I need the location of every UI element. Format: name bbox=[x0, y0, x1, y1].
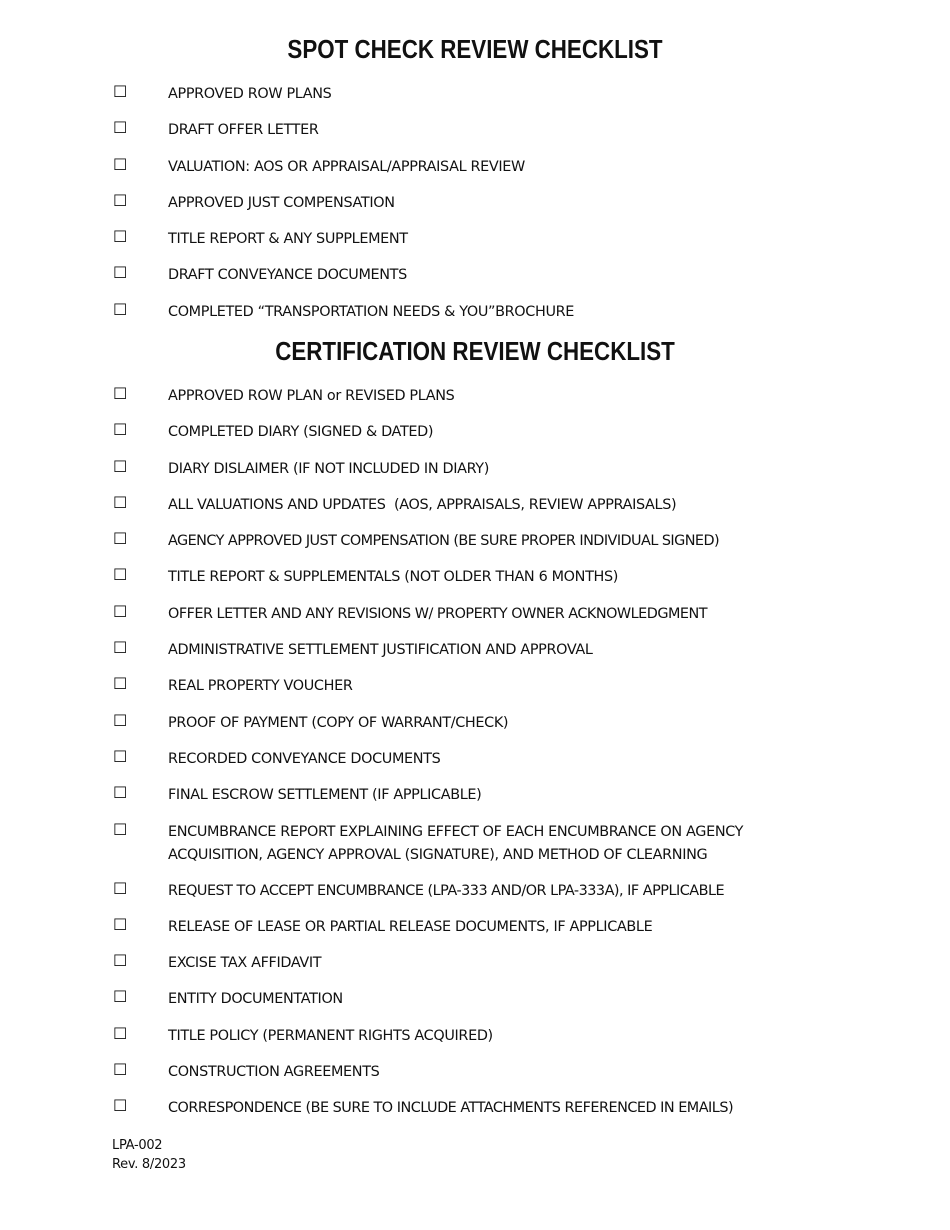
checklist-item-label: DRAFT OFFER LETTER bbox=[168, 122, 319, 139]
checkbox[interactable]: ☐ bbox=[113, 951, 128, 971]
checkbox[interactable]: ☐ bbox=[113, 565, 128, 585]
certification-item bbox=[0, 915, 950, 951]
checklist-item-label: APPROVED ROW PLANS bbox=[168, 86, 332, 102]
checklist-item-label: CORRESPONDENCE (BE SURE TO INCLUDE ATTACHMENTS REFERENCED IN EMAILS) bbox=[168, 1100, 734, 1117]
checklist-item-label: TITLE POLICY (PERMANENT RIGHTS ACQUIRED) bbox=[168, 1027, 493, 1044]
checkbox[interactable]: ☐ bbox=[113, 710, 128, 730]
checklist-item-label: OFFER LETTER AND ANY REVISIONS W/ PROPERTY OWNER ACKNOWLEDGMENT bbox=[168, 605, 708, 622]
checklist-item-label: RELEASE OF LEASE OR PARTIAL RELEASE DOCUMENTS, IF APPLICABLE bbox=[168, 918, 653, 935]
certification-item bbox=[0, 529, 950, 565]
certification-item bbox=[0, 783, 950, 819]
checklist-item-label: ENCUMBRANCE REPORT EXPLAINING EFFECT OF EACH ENCUMBRANCE ON AGENCY ACQUISITION, AGENCY APPROVAL (SIGNATURE), AND METHOD OF CLEARNING bbox=[168, 823, 744, 863]
revision-date: Rev. 8/2023 bbox=[112, 1157, 186, 1172]
checklist-item-label: REAL PROPERTY VOUCHER bbox=[168, 678, 353, 695]
spot-check-item bbox=[0, 300, 950, 336]
certification-item bbox=[0, 420, 950, 456]
checkbox[interactable]: ☐ bbox=[113, 190, 128, 210]
certification-item bbox=[0, 638, 950, 674]
checkbox[interactable]: ☐ bbox=[113, 420, 128, 440]
checkbox[interactable]: ☐ bbox=[113, 384, 128, 403]
checkbox[interactable]: ☐ bbox=[113, 674, 128, 694]
spot-check-item bbox=[0, 191, 950, 227]
checklist-item-label: APPROVED JUST COMPENSATION bbox=[168, 194, 395, 211]
certification-item bbox=[0, 987, 950, 1023]
checklist-item-label: APPROVED ROW PLAN or REVISED PLANS bbox=[168, 388, 455, 404]
checklist-item-label: DRAFT CONVEYANCE DOCUMENTS bbox=[168, 267, 407, 284]
checkbox[interactable]: ☐ bbox=[113, 783, 128, 803]
certification-item bbox=[0, 1024, 950, 1060]
checklist-item-label: VALUATION: AOS OR APPRAISAL/APPRAISAL REVIEW bbox=[168, 158, 525, 175]
checklist-item-label: COMPLETED DIARY (SIGNED & DATED) bbox=[168, 424, 434, 441]
checklist-item-label: AGENCY APPROVED JUST COMPENSATION (BE SURE PROPER INDIVIDUAL SIGNED) bbox=[168, 533, 720, 550]
checklist-item-label: COMPLETED “TRANSPORTATION NEEDS & YOU”BROCHURE bbox=[168, 303, 575, 320]
certification-list bbox=[0, 384, 950, 1133]
certification-item bbox=[0, 711, 950, 747]
spot-check-title: SPOT CHECK REVIEW CHECKLIST bbox=[287, 34, 663, 64]
checkbox[interactable]: ☐ bbox=[113, 118, 128, 138]
checkbox[interactable]: ☐ bbox=[113, 299, 128, 319]
checklist-item-label: ADMINISTRATIVE SETTLEMENT JUSTIFICATION AND APPROVAL bbox=[168, 642, 593, 659]
checkbox[interactable]: ☐ bbox=[113, 456, 128, 476]
checklist-item-label: ENTITY DOCUMENTATION bbox=[168, 991, 343, 1008]
certification-title: CERTIFICATION REVIEW CHECKLIST bbox=[275, 336, 675, 366]
certification-item bbox=[0, 602, 950, 638]
certification-item bbox=[0, 1060, 950, 1096]
spot-check-item bbox=[0, 155, 950, 191]
spot-check-item bbox=[0, 227, 950, 263]
checklist-item-label: TITLE REPORT & SUPPLEMENTALS (NOT OLDER THAN 6 MONTHS) bbox=[168, 569, 619, 586]
certification-item bbox=[0, 457, 950, 493]
checkbox[interactable]: ☐ bbox=[113, 1023, 128, 1043]
checklist-item-label: TITLE REPORT & ANY SUPPLEMENT bbox=[168, 231, 408, 248]
certification-item bbox=[0, 674, 950, 710]
checklist-item-label: DIARY DISLAIMER (IF NOT INCLUDED IN DIARY) bbox=[168, 460, 490, 477]
certification-item bbox=[0, 565, 950, 601]
checkbox[interactable]: ☐ bbox=[113, 1060, 128, 1080]
checkbox[interactable]: ☐ bbox=[113, 878, 128, 898]
checkbox[interactable]: ☐ bbox=[113, 82, 128, 101]
checkbox[interactable]: ☐ bbox=[113, 601, 128, 621]
checkbox[interactable]: ☐ bbox=[113, 638, 128, 658]
checklist-item-label: FINAL ESCROW SETTLEMENT (IF APPLICABLE) bbox=[168, 787, 482, 804]
spot-check-item bbox=[0, 263, 950, 299]
checkbox[interactable]: ☐ bbox=[113, 529, 128, 549]
certification-item bbox=[0, 820, 950, 879]
checklist-item-label: CONSTRUCTION AGREEMENTS bbox=[168, 1064, 380, 1081]
checkbox[interactable]: ☐ bbox=[113, 819, 128, 839]
checkbox[interactable]: ☐ bbox=[113, 492, 128, 512]
certification-item bbox=[0, 747, 950, 783]
checklist-item-label: ALL VALUATIONS AND UPDATES (AOS, APPRAISALS, REVIEW APPRAISALS) bbox=[168, 496, 677, 513]
checkbox[interactable]: ☐ bbox=[113, 263, 128, 283]
checklist-item-label: PROOF OF PAYMENT (COPY OF WARRANT/CHECK) bbox=[168, 714, 509, 731]
spot-check-item bbox=[0, 118, 950, 154]
checkbox[interactable]: ☐ bbox=[113, 1096, 128, 1116]
checklist-item-label: RECORDED CONVEYANCE DOCUMENTS bbox=[168, 750, 441, 767]
checkbox[interactable]: ☐ bbox=[113, 914, 128, 934]
checkbox[interactable]: ☐ bbox=[113, 154, 128, 174]
form-number: LPA-002 bbox=[112, 1138, 163, 1153]
certification-item bbox=[0, 951, 950, 987]
checkbox[interactable]: ☐ bbox=[113, 987, 128, 1007]
checkbox[interactable]: ☐ bbox=[113, 227, 128, 247]
checkbox[interactable]: ☐ bbox=[113, 746, 128, 766]
checklist-item-label: REQUEST TO ACCEPT ENCUMBRANCE (LPA-333 AND/OR LPA-333A), IF APPLICABLE bbox=[168, 882, 725, 899]
spot-check-list bbox=[0, 82, 950, 336]
certification-item bbox=[0, 1096, 950, 1132]
certification-item bbox=[0, 493, 950, 529]
certification-item bbox=[0, 384, 950, 420]
form-footer bbox=[112, 1136, 186, 1174]
spot-check-item bbox=[0, 82, 950, 118]
checklist-item-label: EXCISE TAX AFFIDAVIT bbox=[168, 955, 322, 972]
certification-item bbox=[0, 879, 950, 915]
